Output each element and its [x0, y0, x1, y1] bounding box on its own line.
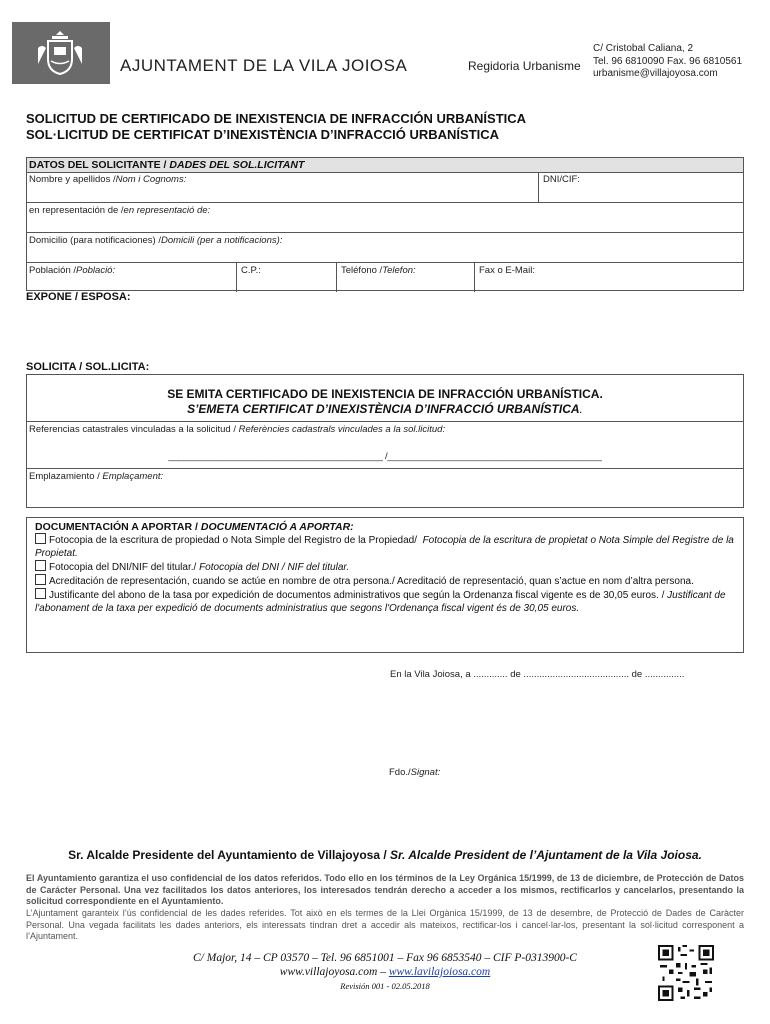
- revision: Revisión 001 - 02.05.2018: [340, 981, 430, 991]
- coat-of-arms-logo: [12, 22, 110, 84]
- postcode-label[interactable]: C.P.:: [241, 265, 261, 276]
- documentation-section: [26, 517, 744, 653]
- town-label[interactable]: Población /Població:: [29, 265, 116, 276]
- checkbox[interactable]: [35, 533, 46, 544]
- header-contact: [593, 43, 742, 81]
- solicita-line-es: SE EMITA CERTIFICADO DE INEXISTENCIA DE INFRACCIÓN URBANÍSTICA.: [167, 387, 603, 401]
- doc-item[interactable]: Justificante del abono de la tasa por expedición de documentos administrativos que según la Ordenanza fiscal vigente es de 30,05 euros. / Justificant de l'abonament de la taxa per expedició de documents administratius que segons l'Ordenança fiscal vigent és de 30,05 euros.: [35, 590, 726, 614]
- checkbox[interactable]: [35, 560, 46, 571]
- qr-code-icon: [658, 945, 714, 1001]
- applicant-section: [26, 157, 744, 291]
- fax-email-label[interactable]: Fax o E-Mail:: [479, 265, 535, 276]
- town-row: [27, 262, 743, 292]
- address-row[interactable]: [27, 232, 743, 263]
- website-link-2[interactable]: www.lavilajoiosa.com: [388, 966, 491, 978]
- date-line[interactable]: En la Vila Joiosa, a ............. de ........................................ de ...............: [390, 669, 685, 680]
- address-label: Domicilio (para notificaciones) /Domicili (per a notificacions):: [29, 235, 283, 246]
- solicita-line-va: S’EMETA CERTIFICAT D’INEXISTÈNCIA D’INFRACCIÓ URBANÍSTICA.: [187, 402, 583, 416]
- form-title-va: SOL·LICITUD DE CERTIFICAT D’INEXISTÈNCIA D’INFRACCIÓ URBANÍSTICA: [26, 127, 500, 142]
- legal-notice-va: L’Ajuntament garanteix l’ús confidencial de les dades referides. Tot això en els termes de la Llei Orgànica 15/1999, de 13 de desembre, de Protecció de Dades de Caràcter Personal. Una vegada facilitats les dades anteriors, els interessats tindran dret a accedir als mateixos, rectificar-los i cancel·lar-los, presentant la sol·licitud corresponent a l’Ajuntament.: [26, 908, 744, 941]
- crest-icon: [30, 28, 90, 78]
- location-label: Emplazamiento / Emplaçament:: [29, 471, 164, 482]
- org-name: AJUNTAMENT DE LA VILA JOIOSA: [120, 56, 408, 75]
- representation-label: en representación de /en representació de:: [29, 205, 211, 216]
- name-label: Nombre y apellidos /Nom i Cognoms:: [29, 174, 187, 185]
- doc-item[interactable]: Fotocopia del DNI/NIF del titular./ Fotocopia del DNI / NIF del titular.: [35, 560, 735, 574]
- footer-websites: www.villajoyosa.com – www.lavilajoiosa.com: [279, 966, 491, 978]
- cadastral-refs-label: Referencias catastrales vinculadas a la solicitud / Referències cadastrals vinculades a la sol.licitud:: [29, 424, 446, 435]
- representation-row[interactable]: [27, 202, 743, 233]
- solicita-label: SOLICITA / SOL.LICITA:: [26, 361, 150, 373]
- contact-address: C/ Cristobal Caliana, 2: [593, 43, 694, 54]
- contact-email: urbanisme@villajoyosa.com: [593, 68, 718, 79]
- signature-label[interactable]: Fdo./Signat:: [389, 767, 441, 778]
- contact-phone: Tel. 96 6810090 Fax. 96 6810561: [593, 55, 743, 67]
- doc-item[interactable]: Fotocopia de la escritura de propiedad o Nota Simple del Registro de la Propiedad/ Fotocopia de la escritura de propietat o Nota Simple del Registre de la Propietat.: [35, 535, 734, 559]
- department-name: Regidoria Urbanisme: [468, 59, 581, 73]
- cadastral-refs-blank[interactable]: ___________________________________________ /___________________________________________: [168, 451, 602, 462]
- cadastral-refs-row[interactable]: [27, 421, 743, 474]
- website-link[interactable]: www.villajoyosa.com: [279, 966, 378, 978]
- applicant-header: DATOS DEL SOLICITANTE / DADES DEL SOL.LICITANT: [27, 158, 743, 173]
- footer-address: C/ Major, 14 – CP 03570 – Tel. 96 6851001 – Fax 96 6853540 – CIF P-0313900-C: [193, 952, 577, 964]
- legal-notice-es: El Ayuntamiento garantiza el uso confidencial de los datos referidos. Todo ello en los términos de la Ley Orgánica 15/1999, de 13 de diciembre, de Protección de Datos de Carácter Personal. Una vez facilitados los datos anteriores, los interesados tendrán derecho a acceder a los mismos, rectificarlos y cancelarlos, presentando la solicitud correspondiente en el Ayuntamiento.: [26, 873, 744, 906]
- solicita-section: [26, 374, 744, 508]
- phone-label[interactable]: Teléfono /Telefon:: [341, 265, 416, 276]
- name-row[interactable]: [27, 172, 743, 202]
- expone-label: EXPONE / ESPOSA:: [26, 291, 131, 303]
- expone-field[interactable]: [26, 305, 744, 357]
- documentation-header: DOCUMENTACIÓN A APORTAR / DOCUMENTACIÓ A APORTAR:: [35, 521, 354, 533]
- doc-item[interactable]: Acreditación de representación, cuando se actúe en nombre de otra persona./ Acreditació de representació, quan s’actue en nom d’altra persona.: [35, 574, 735, 588]
- location-row[interactable]: [27, 468, 743, 509]
- dni-label: DNI/CIF:: [543, 174, 580, 185]
- checkbox[interactable]: [35, 588, 46, 599]
- checkbox[interactable]: [35, 574, 46, 585]
- addressee: Sr. Alcalde Presidente del Ayuntamiento de Villajoyosa / Sr. Alcalde President de l’Ajuntament de la Vila Joiosa.: [68, 848, 702, 862]
- form-title-es: SOLICITUD DE CERTIFICADO DE INEXISTENCIA DE INFRACCIÓN URBANÍSTICA: [26, 111, 527, 126]
